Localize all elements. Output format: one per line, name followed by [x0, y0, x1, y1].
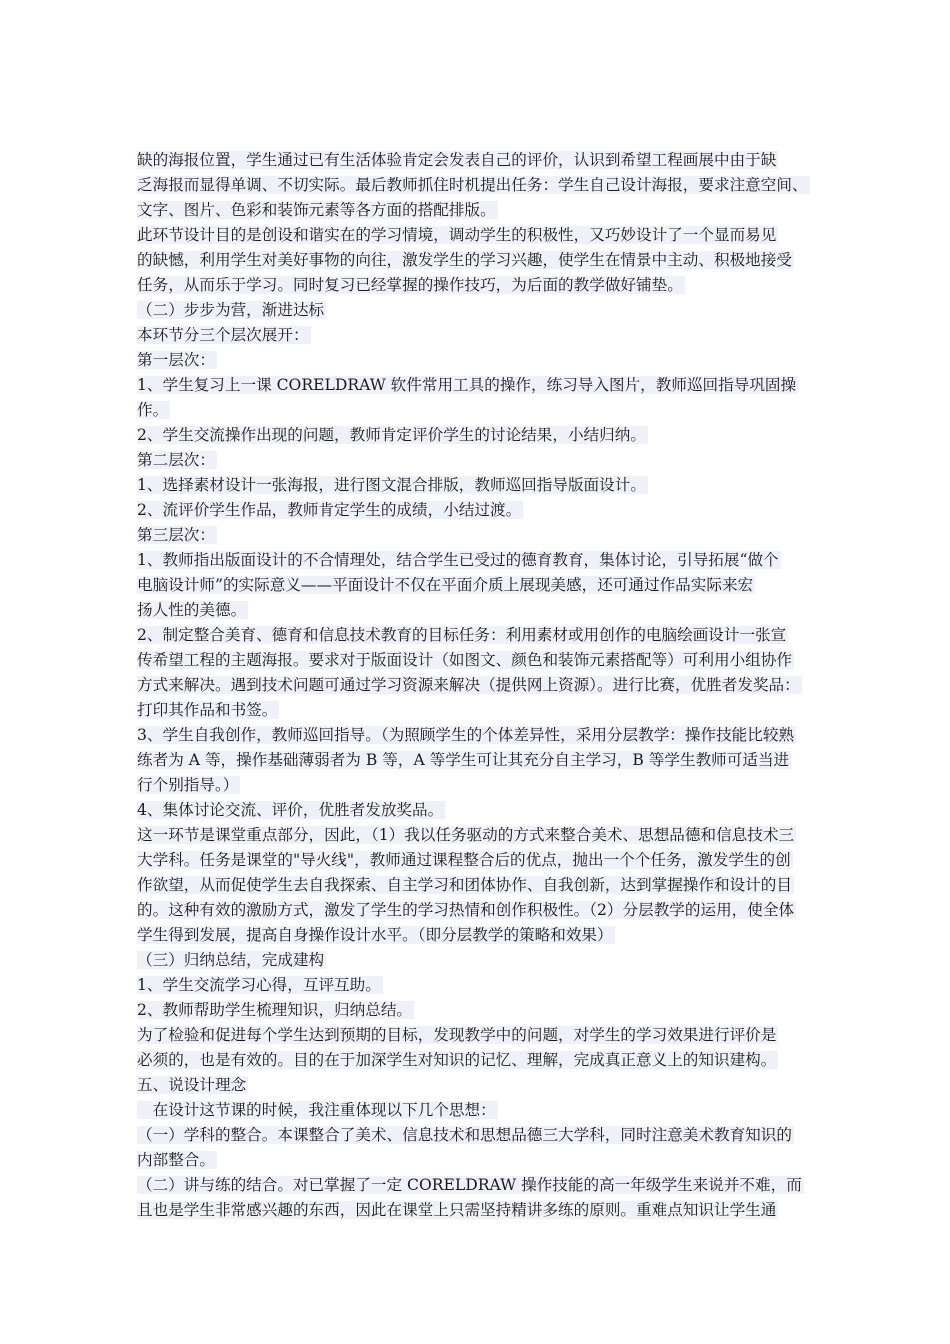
document-body: [137, 148, 827, 1223]
text-line: [137, 673, 827, 698]
text-line: [137, 473, 827, 498]
text-line-content: 必须的，也是有效的。目的在于加深学生对知识的记忆、理解，完成真正意义上的知识建构。: [137, 1051, 777, 1069]
text-line-content: 任务，从而乐于学习。同时复习已经掌握的操作技巧，为后面的教学做好铺垫。: [137, 276, 683, 294]
text-line-content: 2、流评价学生作品，教师肯定学生的成绩，小结过渡。: [137, 501, 522, 519]
text-line: [137, 1098, 827, 1123]
text-line-content: 扬人性的美德。: [137, 601, 247, 619]
text-line-content: 学生得到发展，提高自身操作设计水平。（即分层教学的策略和效果）: [137, 926, 613, 944]
text-line: [137, 273, 827, 298]
text-line: [137, 423, 827, 448]
text-line-content: 1、选择素材设计一张海报，进行图文混合排版，教师巡回指导版面设计。: [137, 476, 646, 494]
text-line-content: 大学科。任务是课堂的"导火线"，教师通过课程整合后的优点，抛出一个个任务，激发学生的创: [137, 851, 791, 869]
text-line-content: 作。: [137, 401, 169, 419]
text-line: [137, 723, 827, 748]
text-line: [137, 898, 827, 923]
text-line: [137, 448, 827, 473]
text-line-content: 此环节设计目的是创设和谐实在的学习情境，调动学生的积极性，又巧妙设计了一个显而易见: [137, 226, 777, 244]
text-line-content: 练者为 A 等，操作基础薄弱者为 B 等，A 等学生可让其充分自主学习，B 等学生教师可适当进: [137, 751, 790, 769]
text-line-content: （二）讲与练的结合。对已掌握了一定 CORELDRAW 操作技能的高一年级学生来说并不难，而: [137, 1176, 802, 1194]
text-line-content: 内部整合。: [137, 1151, 215, 1169]
text-line-content: 1、学生交流学习心得，互评互助。: [137, 976, 381, 994]
text-line-content: 为了检验和促进每个学生达到预期的目标，发现教学中的问题，对学生的学习效果进行评价是: [137, 1026, 777, 1044]
text-line: [137, 1148, 827, 1173]
text-line: [137, 773, 827, 798]
text-line-content: 第一层次：: [137, 351, 215, 369]
text-line: [137, 1023, 827, 1048]
text-line-content: 乏海报而显得单调、不切实际。最后教师抓住时机提出任务：学生自己设计海报，要求注意空间、: [137, 176, 808, 194]
text-line: [137, 948, 827, 973]
text-line-content: 五、说设计理念: [137, 1076, 247, 1094]
text-line: [137, 798, 827, 823]
text-line: [137, 623, 827, 648]
text-line: [137, 998, 827, 1023]
text-line: [137, 348, 827, 373]
text-line-content: 2、制定整合美育、德育和信息技术教育的目标任务：利用素材或用创作的电脑绘画设计一张宣: [137, 626, 787, 644]
text-line-content: 2、教师帮助学生梳理知识，归纳总结。: [137, 1001, 413, 1019]
text-line-content: 行个别指导。）: [137, 776, 239, 794]
text-line-content: （一）学科的整合。本课整合了美术、信息技术和思想品德三大学科，同时注意美术教育知识的: [137, 1126, 792, 1144]
text-line: [137, 973, 827, 998]
text-line-content: 在设计这节课的时候，我注重体现以下几个思想：: [137, 1101, 496, 1119]
text-line: [137, 548, 827, 573]
text-line-content: 2、学生交流操作出现的问题，教师肯定评价学生的讨论结果，小结归纳。: [137, 426, 646, 444]
text-line-content: 1、学生复习上一课 CORELDRAW 软件常用工具的操作，练习导入图片，教师巡回指导巩固操: [137, 376, 797, 394]
text-line: [137, 173, 827, 198]
text-line: [137, 848, 827, 873]
text-line-content: 第二层次：: [137, 451, 215, 469]
text-line: [137, 923, 827, 948]
text-line: [137, 323, 827, 348]
text-line: [137, 598, 827, 623]
text-line-content: 的。这种有效的激励方式，激发了学生的学习热情和创作积极性。（2）分层教学的运用，使全体: [137, 901, 795, 919]
text-line: [137, 573, 827, 598]
text-line: [137, 698, 827, 723]
text-line: [137, 198, 827, 223]
text-line: [137, 748, 827, 773]
text-line-content: 缺的海报位置，学生通过已有生活体验肯定会发表自己的评价，认识到希望工程画展中由于缺: [137, 151, 777, 169]
text-line-content: 第三层次：: [137, 526, 215, 544]
text-line-content: 打印其作品和书签。: [137, 701, 278, 719]
text-line-content: 这一环节是课堂重点部分，因此，（1）我以任务驱动的方式来整合美术、思想品德和信息技术三: [137, 826, 795, 844]
text-line: [137, 1173, 827, 1198]
text-line: [137, 1073, 827, 1098]
text-line: [137, 373, 827, 398]
text-line: [137, 398, 827, 423]
text-line-content: 本环节分三个层次展开：: [137, 326, 309, 344]
text-line: [137, 298, 827, 323]
text-line: [137, 148, 827, 173]
text-line-content: 的缺憾，利用学生对美好事物的向往，激发学生的学习兴趣，使学生在情景中主动、积极地接受: [137, 251, 792, 269]
text-line: [137, 1048, 827, 1073]
text-line-content: 传希望工程的主题海报。要求对于版面设计（如图文、颜色和装饰元素搭配等）可利用小组协作: [137, 651, 792, 669]
text-line-content: 3、学生自我创作，教师巡回指导。（为照顾学生的个体差异性，采用分层教学：操作技能比较熟: [137, 726, 795, 744]
text-line-content: 文字、图片、色彩和装饰元素等各方面的搭配排版。: [137, 201, 496, 219]
text-line: [137, 823, 827, 848]
text-line: [137, 223, 827, 248]
text-line: [137, 523, 827, 548]
text-line: [137, 498, 827, 523]
text-line-content: 1、教师指出版面设计的不合情理处，结合学生已受过的德育教育，集体讨论，引导拓展“做个: [137, 551, 779, 569]
text-line: [137, 1123, 827, 1148]
text-line-content: 作欲望，从而促使学生去自我探索、自主学习和团体协作、自我创新，达到掌握操作和设计的目: [137, 876, 792, 894]
text-line-content: 4、集体讨论交流、评价，优胜者发放奖品。: [137, 801, 444, 819]
text-line-content: （二）步步为营，渐进达标: [137, 301, 325, 319]
text-line-content: （三）归纳总结，完成建构: [137, 951, 325, 969]
text-line: [137, 1198, 827, 1223]
text-line-content: 且也是学生非常感兴趣的东西，因此在课堂上只需坚持精讲多练的原则。重难点知识让学生通: [137, 1201, 777, 1219]
text-line-content: 方式来解决。遇到技术问题可通过学习资源来解决（提供网上资源）。进行比赛，优胜者发奖品：: [137, 676, 800, 694]
text-line: [137, 248, 827, 273]
text-line: [137, 873, 827, 898]
text-line: [137, 648, 827, 673]
text-line-content: 电脑设计师”的实际意义——平面设计不仅在平面介质上展现美感，还可通过作品实际来宏: [137, 576, 754, 594]
